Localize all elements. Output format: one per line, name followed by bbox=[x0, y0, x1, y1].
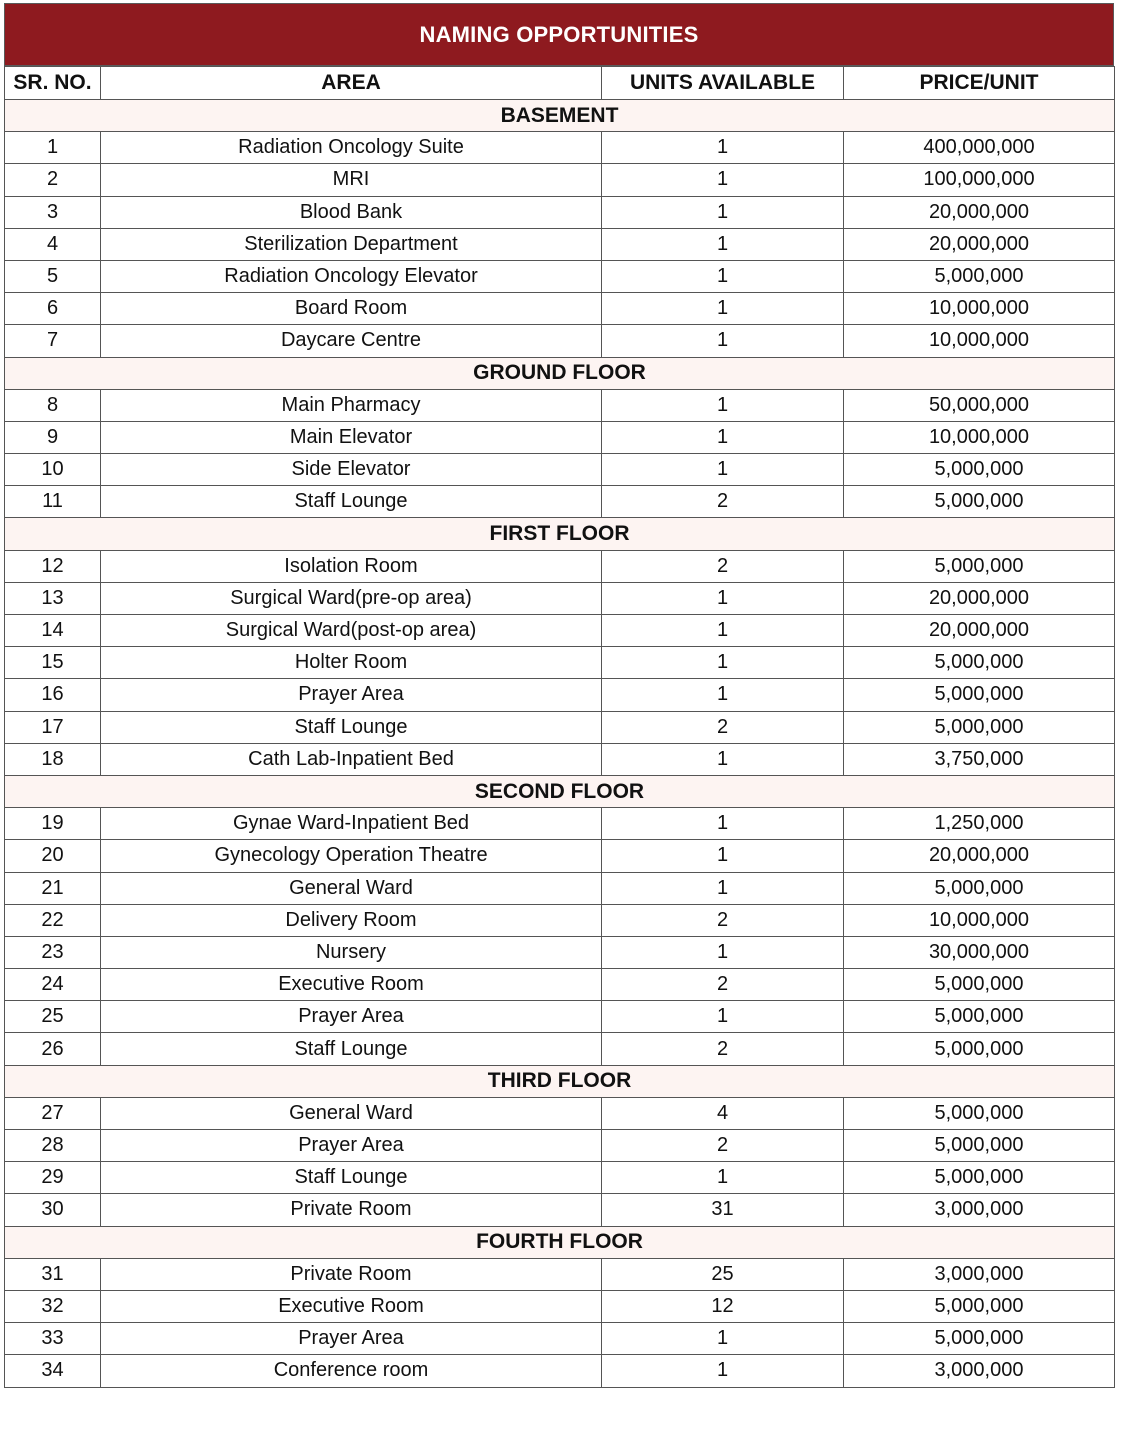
table-row bbox=[5, 260, 1115, 292]
sr-no-cell: 15 bbox=[5, 647, 101, 679]
sr-no-cell: 19 bbox=[5, 808, 101, 840]
price-cell: 10,000,000 bbox=[844, 904, 1115, 936]
price-cell: 3,750,000 bbox=[844, 743, 1115, 775]
units-cell: 2 bbox=[602, 969, 844, 1001]
units-cell: 1 bbox=[602, 936, 844, 968]
units-cell: 2 bbox=[602, 550, 844, 582]
table-row bbox=[5, 1001, 1115, 1033]
area-cell: Daycare Centre bbox=[101, 325, 602, 357]
section-title: THIRD FLOOR bbox=[5, 1065, 1115, 1097]
table-row bbox=[5, 647, 1115, 679]
section-header-row bbox=[5, 1065, 1115, 1097]
area-cell: Staff Lounge bbox=[101, 711, 602, 743]
table-row bbox=[5, 1097, 1115, 1129]
table-row bbox=[5, 743, 1115, 775]
price-cell: 1,250,000 bbox=[844, 808, 1115, 840]
units-cell: 1 bbox=[602, 132, 844, 164]
units-cell: 1 bbox=[602, 840, 844, 872]
table-row bbox=[5, 1162, 1115, 1194]
area-cell: Prayer Area bbox=[101, 1323, 602, 1355]
sr-no-cell: 25 bbox=[5, 1001, 101, 1033]
sr-no-cell: 9 bbox=[5, 421, 101, 453]
price-cell: 3,000,000 bbox=[844, 1194, 1115, 1226]
price-cell: 5,000,000 bbox=[844, 1130, 1115, 1162]
sr-no-cell: 27 bbox=[5, 1097, 101, 1129]
sr-no-cell: 10 bbox=[5, 454, 101, 486]
sr-no-cell: 23 bbox=[5, 936, 101, 968]
table-row bbox=[5, 904, 1115, 936]
area-cell: Private Room bbox=[101, 1194, 602, 1226]
units-cell: 1 bbox=[602, 228, 844, 260]
section-title: BASEMENT bbox=[5, 100, 1115, 132]
area-cell: Gynecology Operation Theatre bbox=[101, 840, 602, 872]
column-header-sr-no: SR. NO. bbox=[5, 67, 101, 100]
sr-no-cell: 2 bbox=[5, 164, 101, 196]
sr-no-cell: 8 bbox=[5, 389, 101, 421]
sr-no-cell: 30 bbox=[5, 1194, 101, 1226]
area-cell: Delivery Room bbox=[101, 904, 602, 936]
table-row bbox=[5, 1290, 1115, 1322]
area-cell: Sterilization Department bbox=[101, 228, 602, 260]
table-row bbox=[5, 1323, 1115, 1355]
area-cell: Conference room bbox=[101, 1355, 602, 1387]
price-cell: 5,000,000 bbox=[844, 1033, 1115, 1065]
units-cell: 1 bbox=[602, 164, 844, 196]
column-header-price: PRICE/UNIT bbox=[844, 67, 1115, 100]
sr-no-cell: 12 bbox=[5, 550, 101, 582]
area-cell: Staff Lounge bbox=[101, 486, 602, 518]
area-cell: Staff Lounge bbox=[101, 1033, 602, 1065]
units-cell: 1 bbox=[602, 743, 844, 775]
sr-no-cell: 32 bbox=[5, 1290, 101, 1322]
area-cell: Prayer Area bbox=[101, 679, 602, 711]
naming-opportunities-sheet bbox=[4, 3, 1114, 1388]
table-row bbox=[5, 421, 1115, 453]
area-cell: Radiation Oncology Elevator bbox=[101, 260, 602, 292]
price-cell: 10,000,000 bbox=[844, 325, 1115, 357]
price-cell: 5,000,000 bbox=[844, 1162, 1115, 1194]
price-cell: 20,000,000 bbox=[844, 228, 1115, 260]
section-header-row bbox=[5, 100, 1115, 132]
sr-no-cell: 34 bbox=[5, 1355, 101, 1387]
area-cell: Side Elevator bbox=[101, 454, 602, 486]
section-header-row bbox=[5, 518, 1115, 550]
area-cell: Board Room bbox=[101, 293, 602, 325]
units-cell: 12 bbox=[602, 1290, 844, 1322]
section-title: SECOND FLOOR bbox=[5, 775, 1115, 807]
table-row bbox=[5, 325, 1115, 357]
table-row bbox=[5, 808, 1115, 840]
price-cell: 5,000,000 bbox=[844, 711, 1115, 743]
price-cell: 5,000,000 bbox=[844, 486, 1115, 518]
units-cell: 2 bbox=[602, 1033, 844, 1065]
units-cell: 1 bbox=[602, 421, 844, 453]
units-cell: 1 bbox=[602, 679, 844, 711]
sr-no-cell: 26 bbox=[5, 1033, 101, 1065]
sr-no-cell: 21 bbox=[5, 872, 101, 904]
price-cell: 3,000,000 bbox=[844, 1258, 1115, 1290]
price-cell: 5,000,000 bbox=[844, 1097, 1115, 1129]
section-header-row bbox=[5, 357, 1115, 389]
table-row bbox=[5, 1130, 1115, 1162]
area-cell: Nursery bbox=[101, 936, 602, 968]
units-cell: 1 bbox=[602, 454, 844, 486]
table-row bbox=[5, 840, 1115, 872]
table-row bbox=[5, 936, 1115, 968]
sr-no-cell: 13 bbox=[5, 582, 101, 614]
section-title: FIRST FLOOR bbox=[5, 518, 1115, 550]
area-cell: General Ward bbox=[101, 872, 602, 904]
opportunities-table bbox=[4, 66, 1115, 1388]
units-cell: 1 bbox=[602, 1323, 844, 1355]
price-cell: 20,000,000 bbox=[844, 615, 1115, 647]
sr-no-cell: 5 bbox=[5, 260, 101, 292]
price-cell: 5,000,000 bbox=[844, 647, 1115, 679]
units-cell: 1 bbox=[602, 260, 844, 292]
price-cell: 400,000,000 bbox=[844, 132, 1115, 164]
page-title: NAMING OPPORTUNITIES bbox=[4, 3, 1114, 66]
units-cell: 1 bbox=[602, 582, 844, 614]
table-row bbox=[5, 969, 1115, 1001]
area-cell: Blood Bank bbox=[101, 196, 602, 228]
price-cell: 5,000,000 bbox=[844, 1323, 1115, 1355]
column-header-row bbox=[5, 67, 1115, 100]
area-cell: Executive Room bbox=[101, 969, 602, 1001]
price-cell: 3,000,000 bbox=[844, 1355, 1115, 1387]
units-cell: 1 bbox=[602, 647, 844, 679]
price-cell: 30,000,000 bbox=[844, 936, 1115, 968]
price-cell: 5,000,000 bbox=[844, 679, 1115, 711]
area-cell: Holter Room bbox=[101, 647, 602, 679]
units-cell: 31 bbox=[602, 1194, 844, 1226]
price-cell: 100,000,000 bbox=[844, 164, 1115, 196]
area-cell: Surgical Ward(pre-op area) bbox=[101, 582, 602, 614]
units-cell: 2 bbox=[602, 711, 844, 743]
price-cell: 10,000,000 bbox=[844, 421, 1115, 453]
table-row bbox=[5, 293, 1115, 325]
sr-no-cell: 6 bbox=[5, 293, 101, 325]
sr-no-cell: 16 bbox=[5, 679, 101, 711]
table-row bbox=[5, 582, 1115, 614]
sr-no-cell: 29 bbox=[5, 1162, 101, 1194]
sr-no-cell: 33 bbox=[5, 1323, 101, 1355]
table-body bbox=[5, 100, 1115, 1388]
table-row bbox=[5, 389, 1115, 421]
area-cell: MRI bbox=[101, 164, 602, 196]
units-cell: 4 bbox=[602, 1097, 844, 1129]
table-row bbox=[5, 679, 1115, 711]
area-cell: Isolation Room bbox=[101, 550, 602, 582]
area-cell: Prayer Area bbox=[101, 1130, 602, 1162]
table-row bbox=[5, 1194, 1115, 1226]
table-row bbox=[5, 164, 1115, 196]
area-cell: Radiation Oncology Suite bbox=[101, 132, 602, 164]
column-header-units: UNITS AVAILABLE bbox=[602, 67, 844, 100]
area-cell: Executive Room bbox=[101, 1290, 602, 1322]
column-header-area: AREA bbox=[101, 67, 602, 100]
price-cell: 50,000,000 bbox=[844, 389, 1115, 421]
table-row bbox=[5, 711, 1115, 743]
table-row bbox=[5, 1033, 1115, 1065]
section-title: FOURTH FLOOR bbox=[5, 1226, 1115, 1258]
table-row bbox=[5, 615, 1115, 647]
area-cell: Main Elevator bbox=[101, 421, 602, 453]
price-cell: 20,000,000 bbox=[844, 196, 1115, 228]
sr-no-cell: 17 bbox=[5, 711, 101, 743]
sr-no-cell: 1 bbox=[5, 132, 101, 164]
sr-no-cell: 20 bbox=[5, 840, 101, 872]
units-cell: 2 bbox=[602, 904, 844, 936]
units-cell: 1 bbox=[602, 1355, 844, 1387]
area-cell: Cath Lab-Inpatient Bed bbox=[101, 743, 602, 775]
units-cell: 1 bbox=[602, 389, 844, 421]
area-cell: Private Room bbox=[101, 1258, 602, 1290]
price-cell: 20,000,000 bbox=[844, 582, 1115, 614]
sr-no-cell: 14 bbox=[5, 615, 101, 647]
units-cell: 1 bbox=[602, 1001, 844, 1033]
units-cell: 25 bbox=[602, 1258, 844, 1290]
units-cell: 2 bbox=[602, 486, 844, 518]
table-row bbox=[5, 228, 1115, 260]
price-cell: 5,000,000 bbox=[844, 1001, 1115, 1033]
table-row bbox=[5, 550, 1115, 582]
sr-no-cell: 28 bbox=[5, 1130, 101, 1162]
table-row bbox=[5, 486, 1115, 518]
area-cell: Surgical Ward(post-op area) bbox=[101, 615, 602, 647]
table-row bbox=[5, 872, 1115, 904]
price-cell: 5,000,000 bbox=[844, 969, 1115, 1001]
table-row bbox=[5, 1355, 1115, 1387]
section-header-row bbox=[5, 1226, 1115, 1258]
price-cell: 5,000,000 bbox=[844, 260, 1115, 292]
area-cell: General Ward bbox=[101, 1097, 602, 1129]
units-cell: 1 bbox=[602, 1162, 844, 1194]
units-cell: 1 bbox=[602, 196, 844, 228]
units-cell: 1 bbox=[602, 325, 844, 357]
sr-no-cell: 18 bbox=[5, 743, 101, 775]
section-title: GROUND FLOOR bbox=[5, 357, 1115, 389]
table-row bbox=[5, 196, 1115, 228]
table-row bbox=[5, 454, 1115, 486]
sr-no-cell: 31 bbox=[5, 1258, 101, 1290]
units-cell: 1 bbox=[602, 808, 844, 840]
sr-no-cell: 7 bbox=[5, 325, 101, 357]
price-cell: 20,000,000 bbox=[844, 840, 1115, 872]
units-cell: 2 bbox=[602, 1130, 844, 1162]
area-cell: Gynae Ward-Inpatient Bed bbox=[101, 808, 602, 840]
sr-no-cell: 24 bbox=[5, 969, 101, 1001]
price-cell: 5,000,000 bbox=[844, 454, 1115, 486]
price-cell: 5,000,000 bbox=[844, 872, 1115, 904]
area-cell: Prayer Area bbox=[101, 1001, 602, 1033]
units-cell: 1 bbox=[602, 872, 844, 904]
sr-no-cell: 22 bbox=[5, 904, 101, 936]
sr-no-cell: 3 bbox=[5, 196, 101, 228]
price-cell: 5,000,000 bbox=[844, 1290, 1115, 1322]
units-cell: 1 bbox=[602, 615, 844, 647]
price-cell: 5,000,000 bbox=[844, 550, 1115, 582]
table-row bbox=[5, 132, 1115, 164]
area-cell: Staff Lounge bbox=[101, 1162, 602, 1194]
sr-no-cell: 11 bbox=[5, 486, 101, 518]
table-row bbox=[5, 1258, 1115, 1290]
area-cell: Main Pharmacy bbox=[101, 389, 602, 421]
sr-no-cell: 4 bbox=[5, 228, 101, 260]
price-cell: 10,000,000 bbox=[844, 293, 1115, 325]
section-header-row bbox=[5, 775, 1115, 807]
units-cell: 1 bbox=[602, 293, 844, 325]
